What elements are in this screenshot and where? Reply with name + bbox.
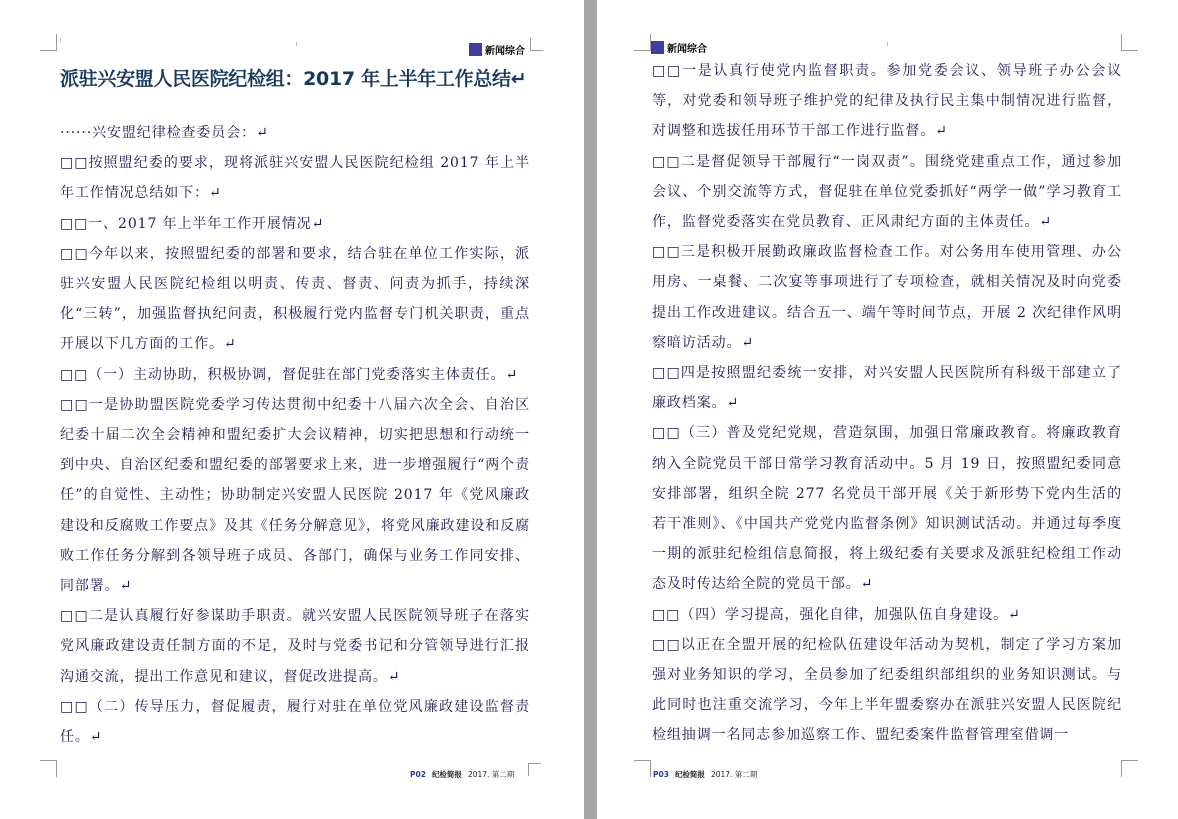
crop-mark-top-left (634, 34, 651, 51)
crop-mark-bottom-left (634, 760, 651, 777)
page-footer (653, 769, 757, 780)
section-header-label: 新闻综合 (485, 46, 525, 57)
paragraph: □□一、2017 年上半年工作开展情况↵ (60, 215, 325, 232)
crop-mark-bottom-right (1121, 760, 1138, 777)
issue-label: 2017. 第二期 (710, 770, 758, 779)
document-page-left (0, 0, 584, 819)
publication-name: 纪检简报 (431, 770, 462, 779)
crop-mark-top-right (1121, 34, 1138, 51)
page-number: P02 (410, 770, 426, 779)
paragraph: □□按照盟纪委的要求，现将派驻兴安盟人民医院纪检组 2017 年上半年工作情况总结如下：↵ (60, 155, 530, 202)
paragraph: ······兴安盟纪律检查委员会：↵ (60, 125, 269, 141)
header-square-icon (469, 43, 482, 56)
page-footer (410, 769, 514, 780)
right-page-body (652, 56, 1122, 751)
paragraph: □□（一）主动协助，积极协调，督促驻在部门党委落实主体责任。↵ (60, 366, 519, 383)
paragraph: □□今年以来，按照盟纪委的部署和要求，结合驻在单位工作实际，派驻兴安盟人民医院纪检组以明责、传责、督责、问责为抓手，持续深化“三转”，加强监督执纪问责，积极履行党内监督专门机关职责，重点开展以下几方面的工作。↵ (60, 245, 530, 353)
margin-tick (887, 42, 888, 46)
left-page-body (60, 118, 530, 752)
page-gap (584, 0, 597, 819)
header-square-icon (651, 41, 664, 54)
section-header-label: 新闻综合 (667, 44, 707, 55)
section-header (469, 42, 525, 57)
paragraph: □□以正在全盟开展的纪检队伍建设年活动为契机，制定了学习方案加强对业务知识的学习，全员参加了纪委组织部组织的业务知识测试。与此同时也注重交流学习，今年上半年盟委察办在派驻兴安盟人民医院纪检组抽调一名同志参加巡察工作、盟纪委案件监督管理室借调一 (652, 636, 1122, 744)
document-title: 派驻兴安盟人民医院纪检组：2017 年上半年工作总结↵ (60, 68, 527, 90)
paragraph: □□一是认真行使党内监督职责。参加党委会议、领导班子办公会议等，对党委和领导班子维护党的纪律及执行民主集中制情况进行监督，对调整和选拔任用环节干部工作进行监督。↵ (652, 63, 1122, 140)
paragraph: □□三是积极开展勤政廉政监督检查工作。对公务用车使用管理、办公用房、一桌餐、二次宴等事项进行了专项检查，就相关情况及时向党委提出工作改进建议。结合五一、端午等时间节点，开展 2 次纪律作风明察暗访活动。↵ (652, 244, 1122, 351)
issue-label: 2017. 第二期 (467, 770, 515, 779)
paragraph: □□（四）学习提高，强化自律，加强队伍自身建设。↵ (652, 606, 1021, 623)
page-number: P03 (653, 770, 669, 779)
paragraph: □□（二）传导压力，督促履责，履行对驻在单位党风廉政建设监督责任。↵ (60, 698, 530, 746)
crop-mark-bottom-left (40, 760, 57, 777)
margin-tick (296, 42, 297, 46)
crop-mark-top-left (40, 34, 57, 51)
paragraph: □□四是按照盟纪委统一安排，对兴安盟人民医院所有科级干部建立了廉政档案。↵ (652, 365, 1122, 412)
paragraph: □□二是督促领导干部履行“一岗双责”。围绕党建重点工作，通过参加会议、个别交流等方式，督促驻在单位党委抓好“两学一做”学习教育工作，监督党委落实在党员教育、正风肃纪方面的主体责任。↵ (652, 153, 1122, 231)
margin-tick (60, 38, 61, 42)
publication-name: 纪检简报 (674, 770, 705, 779)
crop-mark-bottom-right (528, 763, 541, 776)
section-header (651, 40, 707, 55)
crop-mark-top-right (530, 38, 543, 51)
paragraph: □□一是协助盟医院党委学习传达贯彻中纪委十八届六次全会、自治区纪委十届二次全会精神和盟纪委扩大会议精神，切实把思想和行动统一到中央、自治区纪委和盟纪委的部署要求上来，进一步增强履行“两个责任”的自觉性、主动性；协助制定兴安盟人民医院 2017 年《党风廉政建设和反腐败工作要点》及其《任务分解意见》，将党风廉政建设和反腐败工作任务分解到各领导班子成员、各部门，确保与业务工作同安排、同部署。↵ (60, 396, 530, 595)
paragraph: □□二是认真履行好参谋助手职责。就兴安盟人民医院领导班子在落实党风廉政建设责任制方面的不足，及时与党委书记和分管领导进行汇报沟通交流，提出工作意见和建议，督促改进提高。↵ (60, 608, 530, 685)
paragraph: □□（三）普及党纪党规，营造氛围，加强日常廉政教育。将廉政教育纳入全院党员干部日常学习教育活动中。5 月 19 日，按照盟纪委同意安排部署，组织全院 277 名党员干部开展《关于新形势下党内生活的若干准则》、《中国共产党党内监督条例》知识测试活动。并通过每季度一期的派驻纪检组信息简报，将上级纪委有关要求及派驻纪检组工作动态及时传达给全院的党员干部。↵ (652, 425, 1122, 593)
